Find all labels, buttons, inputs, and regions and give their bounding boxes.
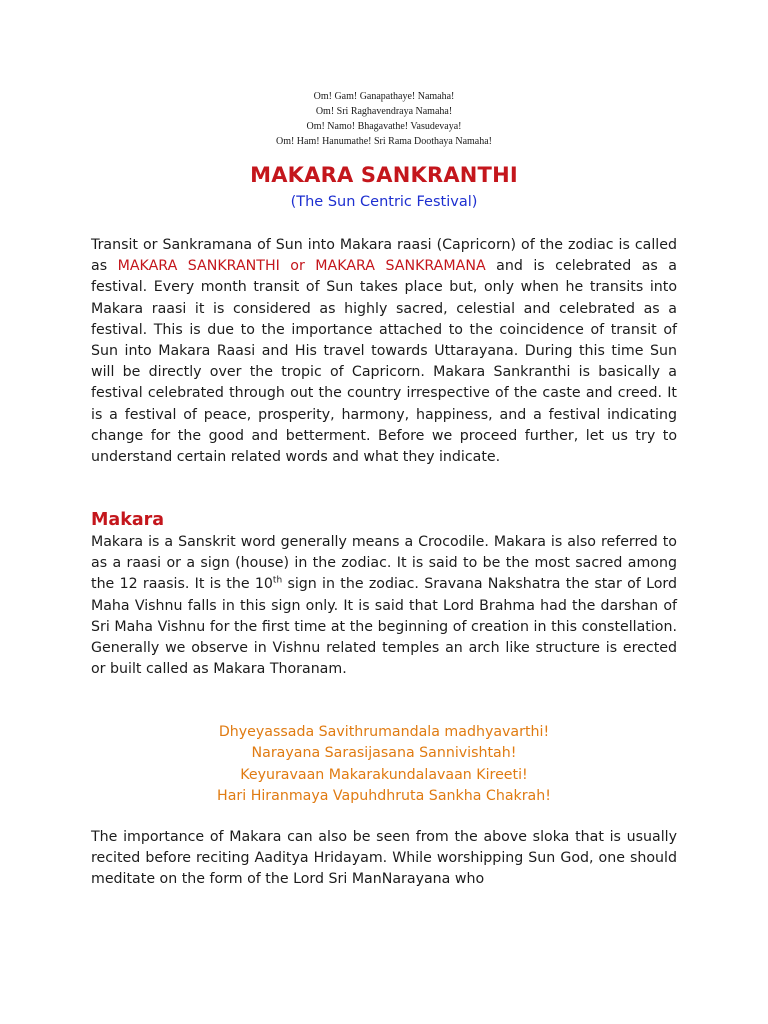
sloka-line: Hari Hiranmaya Vapuhdhruta Sankha Chakrah!	[217, 787, 551, 804]
invocation-line: Om! Sri Raghavendraya Namaha!	[315, 106, 453, 117]
sloka-block	[0, 722, 768, 807]
sloka-line: Dhyeyassada Savithrumandala madhyavarthi!	[218, 724, 550, 740]
intro-text-end: and is celebrated as a festival. Every month transit of Sun takes place but, only when he transits into Makara raasi it is considered as highly sacred, celestial and celebrated as a festival. This is due to the importance attached to the coincidence of transit of Sun into Makara Raasi and His travel towards Uttarayana. During this time Sun will be directly over the tropic of Capricorn. Makara Sankranthi is basically a festival celebrated through out the country irrespective of the caste and creed. It is a festival of peace, prosperity, harmony, happiness, and a festival indicating change for the good and betterment. Before we proceed further, let us try to understand certain related words and what they indicate.	[91, 258, 677, 466]
ordinal-superscript: th	[272, 575, 283, 586]
invocation-block	[0, 89, 768, 149]
makara-text-part1: Makara is a Sanskrit word generally means a Crocodile. Makara is also referred to as a raasi or a sign (house) in the zodiac. It is said to be the most sacred among the 12 raasis. It is the 10	[91, 534, 677, 593]
sloka-line: Keyuravaan Makarakundalavaan Kireeti!	[240, 766, 528, 783]
intro-highlight: MAKARA SANKRANTHI or MAKARA SANKRAMANA	[117, 258, 486, 275]
invocation-line: Om! Namo! Bhagavathe! Vasudevaya!	[306, 121, 462, 132]
invocation-line: Om! Gam! Ganapathaye! Namaha!	[313, 91, 455, 102]
makara-text-part2: sign in the zodiac. Sravana Nakshatra the star of Lord Maha Vishnu falls in this sign only. It is said that Lord Brahma had the darshan of Sri Maha Vishnu for the first time at the beginning of creation in this constellation. Generally we observe in Vishnu related temples an arch like structure is erected or built called as Makara Thoranam.	[91, 576, 677, 678]
sloka-line: Narayana Sarasijasana Sannivishtah!	[251, 745, 517, 762]
makara-paragraph	[91, 532, 677, 680]
page-title: MAKARA SANKRANTHI	[250, 163, 518, 187]
section-heading-makara: Makara	[91, 510, 165, 530]
intro-text-start: Transit or Sankramana of Sun into Makara raasi (Capricorn) of the zodiac is called as	[91, 237, 677, 275]
intro-paragraph	[91, 235, 677, 468]
invocation-line: Om! Ham! Hanumathe! Sri Rama Doothaya Namaha!	[275, 136, 493, 147]
page-subtitle: (The Sun Centric Festival)	[290, 194, 478, 210]
closing-paragraph: The importance of Makara can also be seen from the above sloka that is usually recited before reciting Aaditya Hridayam. While worshipping Sun God, one should meditate on the form of the Lord Sri ManNarayana who	[91, 829, 677, 888]
